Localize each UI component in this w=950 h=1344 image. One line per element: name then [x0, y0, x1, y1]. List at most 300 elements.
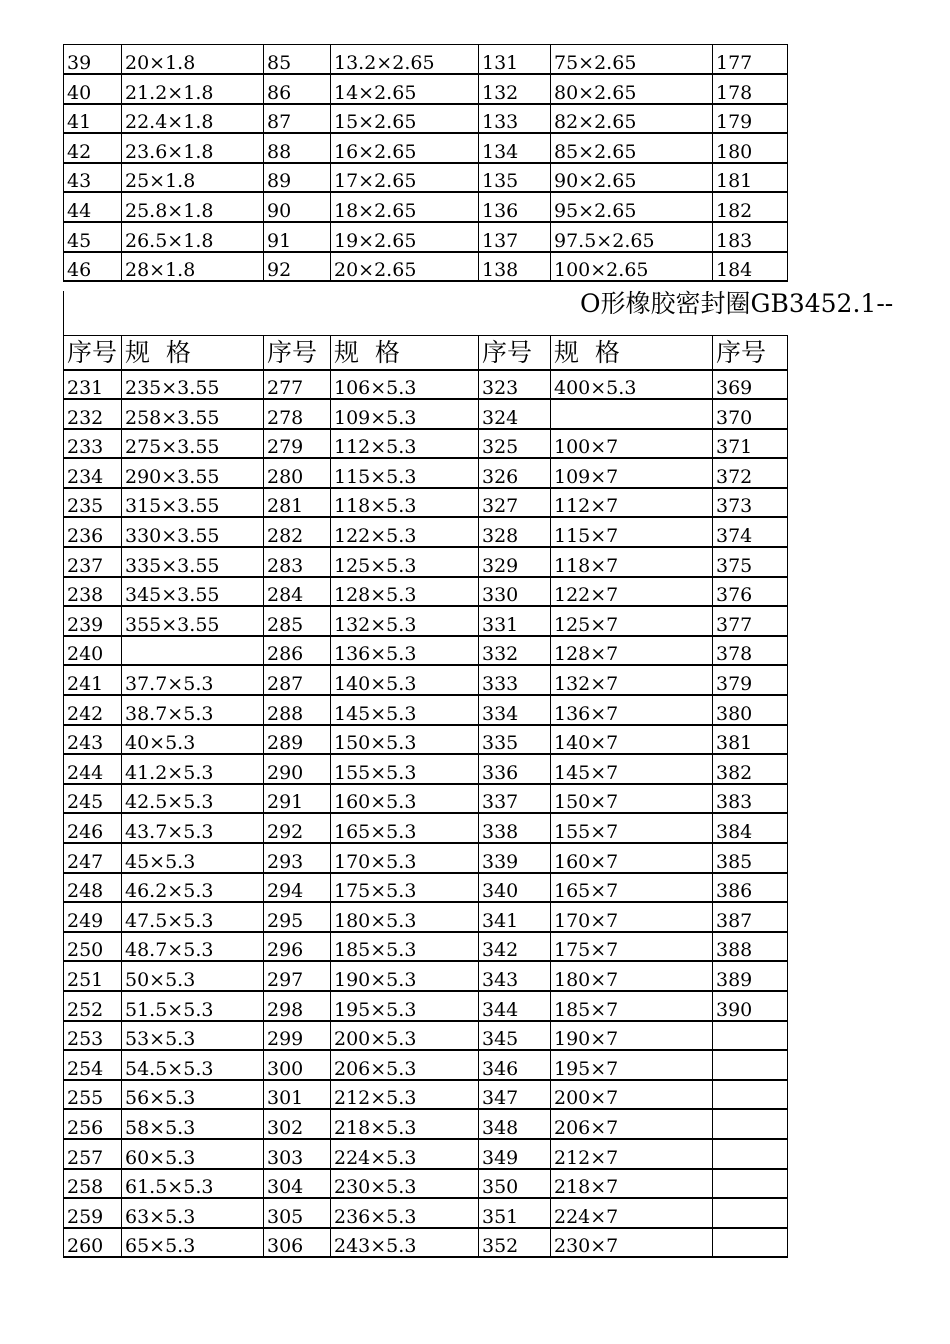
spec-cell[interactable]: 224×7	[551, 1198, 713, 1228]
spec-cell[interactable]: 155×5.3	[331, 754, 479, 784]
spec-cell[interactable]: 25.8×1.8	[122, 192, 264, 222]
index-cell[interactable]: 42	[64, 133, 122, 163]
spec-cell[interactable]: 230×7	[551, 1228, 713, 1258]
spec-cell[interactable]: 60×5.3	[122, 1139, 264, 1169]
table-row	[64, 1198, 788, 1228]
index-cell[interactable]	[713, 1080, 788, 1110]
spec-cell[interactable]: 109×7	[551, 458, 713, 488]
spec-cell[interactable]: 15×2.65	[331, 104, 479, 134]
spec-cell[interactable]: 54.5×5.3	[122, 1050, 264, 1080]
table-row	[64, 458, 788, 488]
table-row	[64, 577, 788, 607]
spec-cell[interactable]: 20×2.65	[331, 252, 479, 282]
index-cell[interactable]: 299	[264, 1021, 331, 1051]
index-cell[interactable]	[713, 1109, 788, 1139]
spec-cell[interactable]: 21.2×1.8	[122, 74, 264, 104]
index-cell[interactable]: 181	[713, 163, 788, 193]
index-cell[interactable]: 379	[713, 665, 788, 695]
index-cell[interactable]: 372	[713, 458, 788, 488]
spec-cell[interactable]: 140×7	[551, 725, 713, 755]
index-cell[interactable]	[713, 1021, 788, 1051]
spec-cell[interactable]: 258×3.55	[122, 399, 264, 429]
spec-cell[interactable]: 160×5.3	[331, 784, 479, 814]
table-row	[64, 517, 788, 547]
index-cell[interactable]	[713, 1139, 788, 1169]
spec-cell[interactable]: 42.5×5.3	[122, 784, 264, 814]
index-cell[interactable]: 328	[479, 517, 551, 547]
index-cell[interactable]: 378	[713, 636, 788, 666]
index-cell[interactable]: 132	[479, 74, 551, 104]
index-cell[interactable]: 324	[479, 399, 551, 429]
index-cell[interactable]: 278	[264, 399, 331, 429]
table-row	[64, 399, 788, 429]
index-cell[interactable]: 179	[713, 104, 788, 134]
spec-cell[interactable]: 95×2.65	[551, 192, 713, 222]
index-cell[interactable]: 231	[64, 370, 122, 400]
index-cell[interactable]: 288	[264, 695, 331, 725]
index-cell[interactable]: 239	[64, 606, 122, 636]
spec-cell[interactable]: 206×5.3	[331, 1050, 479, 1080]
spec-cell[interactable]: 56×5.3	[122, 1080, 264, 1110]
index-cell[interactable]: 252	[64, 991, 122, 1021]
table-row	[64, 843, 788, 873]
index-cell[interactable]: 382	[713, 754, 788, 784]
spec-cell[interactable]: 180×5.3	[331, 902, 479, 932]
header-cell-index: 序号	[264, 336, 331, 370]
spec-cell[interactable]: 136×5.3	[331, 636, 479, 666]
header-cell-spec: 规 格	[331, 336, 479, 370]
spec-cell[interactable]: 58×5.3	[122, 1109, 264, 1139]
index-cell[interactable]: 281	[264, 488, 331, 518]
spec-cell[interactable]: 85×2.65	[551, 133, 713, 163]
spec-cell[interactable]: 128×5.3	[331, 577, 479, 607]
index-cell[interactable]: 343	[479, 961, 551, 991]
spec-cell[interactable]: 400×5.3	[551, 370, 713, 400]
spec-cell[interactable]: 243×5.3	[331, 1228, 479, 1258]
spec-cell[interactable]: 26.5×1.8	[122, 222, 264, 252]
index-cell[interactable]: 330	[479, 577, 551, 607]
spec-cell[interactable]: 90×2.65	[551, 163, 713, 193]
index-cell[interactable]: 241	[64, 665, 122, 695]
index-cell[interactable]: 337	[479, 784, 551, 814]
index-cell[interactable]: 389	[713, 961, 788, 991]
spec-cell[interactable]: 335×3.55	[122, 547, 264, 577]
index-cell[interactable]	[713, 1228, 788, 1258]
spec-cell[interactable]: 51.5×5.3	[122, 991, 264, 1021]
spec-cell[interactable]: 212×5.3	[331, 1080, 479, 1110]
spec-cell[interactable]: 48.7×5.3	[122, 932, 264, 962]
table-row	[64, 133, 788, 163]
spec-cell[interactable]: 23.6×1.8	[122, 133, 264, 163]
spec-cell[interactable]: 45×5.3	[122, 843, 264, 873]
index-cell[interactable]: 297	[264, 961, 331, 991]
index-cell[interactable]: 333	[479, 665, 551, 695]
spec-cell[interactable]: 28×1.8	[122, 252, 264, 282]
index-cell[interactable]: 384	[713, 813, 788, 843]
spec-cell[interactable]: 25×1.8	[122, 163, 264, 193]
index-cell[interactable]	[713, 1169, 788, 1199]
index-cell[interactable]: 327	[479, 488, 551, 518]
index-cell[interactable]: 88	[264, 133, 331, 163]
index-cell[interactable]: 381	[713, 725, 788, 755]
index-cell[interactable]: 338	[479, 813, 551, 843]
index-cell[interactable]: 258	[64, 1169, 122, 1199]
spec-cell[interactable]: 170×5.3	[331, 843, 479, 873]
index-cell[interactable]: 300	[264, 1050, 331, 1080]
index-cell[interactable]: 383	[713, 784, 788, 814]
spec-cell[interactable]: 61.5×5.3	[122, 1169, 264, 1199]
index-cell[interactable]: 255	[64, 1080, 122, 1110]
index-cell[interactable]: 369	[713, 370, 788, 400]
spec-cell[interactable]: 150×7	[551, 784, 713, 814]
index-cell[interactable]: 374	[713, 517, 788, 547]
spec-cell[interactable]: 206×7	[551, 1109, 713, 1139]
spec-cell[interactable]: 75×2.65	[551, 45, 713, 75]
spec-cell[interactable]: 112×5.3	[331, 429, 479, 459]
index-cell[interactable]: 39	[64, 45, 122, 75]
index-cell[interactable]: 92	[264, 252, 331, 282]
spec-cell[interactable]: 100×7	[551, 429, 713, 459]
spec-cell[interactable]: 37.7×5.3	[122, 665, 264, 695]
spec-cell[interactable]	[551, 399, 713, 429]
spec-cell[interactable]: 122×5.3	[331, 517, 479, 547]
index-cell[interactable]: 290	[264, 754, 331, 784]
index-cell[interactable]: 246	[64, 813, 122, 843]
index-cell[interactable]	[713, 1198, 788, 1228]
index-cell[interactable]: 380	[713, 695, 788, 725]
index-cell[interactable]: 298	[264, 991, 331, 1021]
index-cell[interactable]: 294	[264, 873, 331, 903]
index-cell[interactable]: 184	[713, 252, 788, 282]
spec-cell[interactable]: 165×7	[551, 873, 713, 903]
spec-cell[interactable]: 65×5.3	[122, 1228, 264, 1258]
index-cell[interactable]: 287	[264, 665, 331, 695]
index-cell[interactable]: 234	[64, 458, 122, 488]
index-cell[interactable]: 280	[264, 458, 331, 488]
index-cell[interactable]: 373	[713, 488, 788, 518]
table-row	[64, 252, 788, 282]
index-cell[interactable]: 137	[479, 222, 551, 252]
index-cell[interactable]: 305	[264, 1198, 331, 1228]
spec-cell[interactable]: 40×5.3	[122, 725, 264, 755]
spec-cell[interactable]: 165×5.3	[331, 813, 479, 843]
spec-cell[interactable]: 128×7	[551, 636, 713, 666]
spec-cell[interactable]: 41.2×5.3	[122, 754, 264, 784]
index-cell[interactable]: 375	[713, 547, 788, 577]
index-cell[interactable]: 283	[264, 547, 331, 577]
index-cell[interactable]: 304	[264, 1169, 331, 1199]
index-cell[interactable]: 46	[64, 252, 122, 282]
index-cell[interactable]: 244	[64, 754, 122, 784]
header-row	[64, 336, 788, 370]
index-cell[interactable]: 377	[713, 606, 788, 636]
index-cell[interactable]: 351	[479, 1198, 551, 1228]
index-cell[interactable]: 180	[713, 133, 788, 163]
index-cell[interactable]: 376	[713, 577, 788, 607]
table-row	[64, 1228, 788, 1258]
index-cell[interactable]: 332	[479, 636, 551, 666]
spec-cell[interactable]: 20×1.8	[122, 45, 264, 75]
spec-cell[interactable]: 132×5.3	[331, 606, 479, 636]
spec-cell[interactable]: 160×7	[551, 843, 713, 873]
index-cell[interactable]: 331	[479, 606, 551, 636]
index-cell[interactable]: 335	[479, 725, 551, 755]
index-cell[interactable]: 260	[64, 1228, 122, 1258]
spec-cell[interactable]: 125×5.3	[331, 547, 479, 577]
spec-cell[interactable]: 38.7×5.3	[122, 695, 264, 725]
index-cell[interactable]: 277	[264, 370, 331, 400]
index-cell[interactable]: 303	[264, 1139, 331, 1169]
index-cell[interactable]: 242	[64, 695, 122, 725]
spec-cell[interactable]: 43.7×5.3	[122, 813, 264, 843]
spec-cell[interactable]: 315×3.55	[122, 488, 264, 518]
index-cell[interactable]: 346	[479, 1050, 551, 1080]
index-cell[interactable]: 245	[64, 784, 122, 814]
spec-cell[interactable]: 80×2.65	[551, 74, 713, 104]
index-cell[interactable]: 182	[713, 192, 788, 222]
index-cell[interactable]: 306	[264, 1228, 331, 1258]
index-cell[interactable]: 296	[264, 932, 331, 962]
index-cell[interactable]: 259	[64, 1198, 122, 1228]
index-cell[interactable]: 236	[64, 517, 122, 547]
index-cell[interactable]: 344	[479, 991, 551, 1021]
spec-cell[interactable]: 97.5×2.65	[551, 222, 713, 252]
index-cell[interactable]: 233	[64, 429, 122, 459]
spec-cell[interactable]: 185×5.3	[331, 932, 479, 962]
index-cell[interactable]: 90	[264, 192, 331, 222]
spec-cell[interactable]	[122, 636, 264, 666]
index-cell[interactable]: 41	[64, 104, 122, 134]
index-cell[interactable]: 347	[479, 1080, 551, 1110]
spec-cell[interactable]: 125×7	[551, 606, 713, 636]
index-cell[interactable]: 279	[264, 429, 331, 459]
spec-cell[interactable]: 190×7	[551, 1021, 713, 1051]
spec-cell[interactable]: 122×7	[551, 577, 713, 607]
spec-cell[interactable]: 53×5.3	[122, 1021, 264, 1051]
spec-cell[interactable]: 290×3.55	[122, 458, 264, 488]
spec-cell[interactable]: 50×5.3	[122, 961, 264, 991]
table-row	[64, 991, 788, 1021]
top-spec-table	[63, 44, 788, 282]
spec-cell[interactable]: 145×5.3	[331, 695, 479, 725]
index-cell[interactable]: 136	[479, 192, 551, 222]
spec-cell[interactable]: 46.2×5.3	[122, 873, 264, 903]
index-cell[interactable]: 289	[264, 725, 331, 755]
index-cell[interactable]: 85	[264, 45, 331, 75]
spec-cell[interactable]: 115×7	[551, 517, 713, 547]
index-cell[interactable]: 371	[713, 429, 788, 459]
index-cell[interactable]: 345	[479, 1021, 551, 1051]
spec-cell[interactable]: 118×5.3	[331, 488, 479, 518]
spec-cell[interactable]: 185×7	[551, 991, 713, 1021]
index-cell[interactable]: 388	[713, 932, 788, 962]
spec-cell[interactable]: 230×5.3	[331, 1169, 479, 1199]
spec-cell[interactable]: 330×3.55	[122, 517, 264, 547]
index-cell[interactable]: 256	[64, 1109, 122, 1139]
index-cell[interactable]: 302	[264, 1109, 331, 1139]
index-cell[interactable]: 135	[479, 163, 551, 193]
table-row	[64, 961, 788, 991]
spec-cell[interactable]: 145×7	[551, 754, 713, 784]
index-cell[interactable]: 243	[64, 725, 122, 755]
header-cell-index: 序号	[713, 336, 788, 370]
spec-cell[interactable]: 17×2.65	[331, 163, 479, 193]
spec-cell[interactable]: 345×3.55	[122, 577, 264, 607]
index-cell[interactable]: 183	[713, 222, 788, 252]
table-row	[64, 902, 788, 932]
index-cell[interactable]: 286	[264, 636, 331, 666]
index-cell[interactable]: 293	[264, 843, 331, 873]
spec-cell[interactable]: 175×7	[551, 932, 713, 962]
spec-cell[interactable]: 170×7	[551, 902, 713, 932]
spec-cell[interactable]: 175×5.3	[331, 873, 479, 903]
spec-cell[interactable]: 13.2×2.65	[331, 45, 479, 75]
index-cell[interactable]: 348	[479, 1109, 551, 1139]
table-row	[64, 74, 788, 104]
index-cell[interactable]: 340	[479, 873, 551, 903]
index-cell[interactable]	[713, 1050, 788, 1080]
spec-cell[interactable]: 150×5.3	[331, 725, 479, 755]
spec-cell[interactable]: 63×5.3	[122, 1198, 264, 1228]
index-cell[interactable]: 350	[479, 1169, 551, 1199]
spec-cell[interactable]: 190×5.3	[331, 961, 479, 991]
index-cell[interactable]: 43	[64, 163, 122, 193]
index-cell[interactable]: 237	[64, 547, 122, 577]
spec-cell[interactable]: 355×3.55	[122, 606, 264, 636]
table-row	[64, 932, 788, 962]
index-cell[interactable]: 134	[479, 133, 551, 163]
spec-cell[interactable]: 180×7	[551, 961, 713, 991]
spec-cell[interactable]: 132×7	[551, 665, 713, 695]
index-cell[interactable]: 251	[64, 961, 122, 991]
table-row	[64, 429, 788, 459]
index-cell[interactable]: 352	[479, 1228, 551, 1258]
bottom-spec-table	[63, 335, 788, 1258]
table-row	[64, 873, 788, 903]
spec-cell[interactable]: 236×5.3	[331, 1198, 479, 1228]
spec-cell[interactable]: 16×2.65	[331, 133, 479, 163]
index-cell[interactable]: 40	[64, 74, 122, 104]
index-cell[interactable]: 133	[479, 104, 551, 134]
index-cell[interactable]: 282	[264, 517, 331, 547]
index-cell[interactable]: 339	[479, 843, 551, 873]
index-cell[interactable]: 254	[64, 1050, 122, 1080]
spec-cell[interactable]: 275×3.55	[122, 429, 264, 459]
index-cell[interactable]: 301	[264, 1080, 331, 1110]
spec-cell[interactable]: 118×7	[551, 547, 713, 577]
index-cell[interactable]: 250	[64, 932, 122, 962]
table-row	[64, 606, 788, 636]
spec-cell[interactable]: 218×5.3	[331, 1109, 479, 1139]
spec-cell[interactable]: 18×2.65	[331, 192, 479, 222]
index-cell[interactable]: 326	[479, 458, 551, 488]
spec-cell[interactable]: 218×7	[551, 1169, 713, 1199]
table-row	[64, 1109, 788, 1139]
index-cell[interactable]: 87	[264, 104, 331, 134]
index-cell[interactable]: 235	[64, 488, 122, 518]
index-cell[interactable]: 240	[64, 636, 122, 666]
table-row	[64, 547, 788, 577]
table-row	[64, 1080, 788, 1110]
index-cell[interactable]: 291	[264, 784, 331, 814]
index-cell[interactable]: 178	[713, 74, 788, 104]
index-cell[interactable]: 387	[713, 902, 788, 932]
spec-cell[interactable]: 200×7	[551, 1080, 713, 1110]
index-cell[interactable]: 238	[64, 577, 122, 607]
index-cell[interactable]: 131	[479, 45, 551, 75]
header-cell-index: 序号	[479, 336, 551, 370]
index-cell[interactable]: 89	[264, 163, 331, 193]
index-cell[interactable]: 138	[479, 252, 551, 282]
index-cell[interactable]: 253	[64, 1021, 122, 1051]
spec-cell[interactable]: 47.5×5.3	[122, 902, 264, 932]
index-cell[interactable]: 177	[713, 45, 788, 75]
spec-cell[interactable]: 235×3.55	[122, 370, 264, 400]
spec-cell[interactable]: 195×7	[551, 1050, 713, 1080]
spec-cell[interactable]: 200×5.3	[331, 1021, 479, 1051]
index-cell[interactable]: 336	[479, 754, 551, 784]
spec-cell[interactable]: 19×2.65	[331, 222, 479, 252]
spec-cell[interactable]: 115×5.3	[331, 458, 479, 488]
spec-cell[interactable]: 155×7	[551, 813, 713, 843]
spec-cell[interactable]: 14×2.65	[331, 74, 479, 104]
table-row	[64, 784, 788, 814]
index-cell[interactable]: 349	[479, 1139, 551, 1169]
index-cell[interactable]: 323	[479, 370, 551, 400]
index-cell[interactable]: 370	[713, 399, 788, 429]
table-row	[64, 45, 788, 75]
index-cell[interactable]: 292	[264, 813, 331, 843]
index-cell[interactable]: 249	[64, 902, 122, 932]
spec-cell[interactable]: 82×2.65	[551, 104, 713, 134]
spec-cell[interactable]: 212×7	[551, 1139, 713, 1169]
spec-cell[interactable]: 22.4×1.8	[122, 104, 264, 134]
index-cell[interactable]: 334	[479, 695, 551, 725]
spec-cell[interactable]: 195×5.3	[331, 991, 479, 1021]
index-cell[interactable]: 248	[64, 873, 122, 903]
spec-cell[interactable]: 100×2.65	[551, 252, 713, 282]
index-cell[interactable]: 247	[64, 843, 122, 873]
spec-cell[interactable]: 140×5.3	[331, 665, 479, 695]
spec-cell[interactable]: 112×7	[551, 488, 713, 518]
spec-cell[interactable]: 106×5.3	[331, 370, 479, 400]
index-cell[interactable]: 45	[64, 222, 122, 252]
header-cell-spec: 规 格	[551, 336, 713, 370]
spec-cell[interactable]: 136×7	[551, 695, 713, 725]
table-row	[64, 813, 788, 843]
index-cell[interactable]: 342	[479, 932, 551, 962]
index-cell[interactable]: 325	[479, 429, 551, 459]
table-row	[64, 695, 788, 725]
index-cell[interactable]: 295	[264, 902, 331, 932]
index-cell[interactable]: 341	[479, 902, 551, 932]
spec-cell[interactable]: 109×5.3	[331, 399, 479, 429]
index-cell[interactable]: 385	[713, 843, 788, 873]
index-cell[interactable]: 91	[264, 222, 331, 252]
index-cell[interactable]: 284	[264, 577, 331, 607]
index-cell[interactable]: 86	[264, 74, 331, 104]
spec-cell[interactable]: 224×5.3	[331, 1139, 479, 1169]
index-cell[interactable]: 257	[64, 1139, 122, 1169]
index-cell[interactable]: 232	[64, 399, 122, 429]
index-cell[interactable]: 390	[713, 991, 788, 1021]
index-cell[interactable]: 329	[479, 547, 551, 577]
table-row	[64, 636, 788, 666]
index-cell[interactable]: 386	[713, 873, 788, 903]
index-cell[interactable]: 285	[264, 606, 331, 636]
table-row	[64, 725, 788, 755]
index-cell[interactable]: 44	[64, 192, 122, 222]
